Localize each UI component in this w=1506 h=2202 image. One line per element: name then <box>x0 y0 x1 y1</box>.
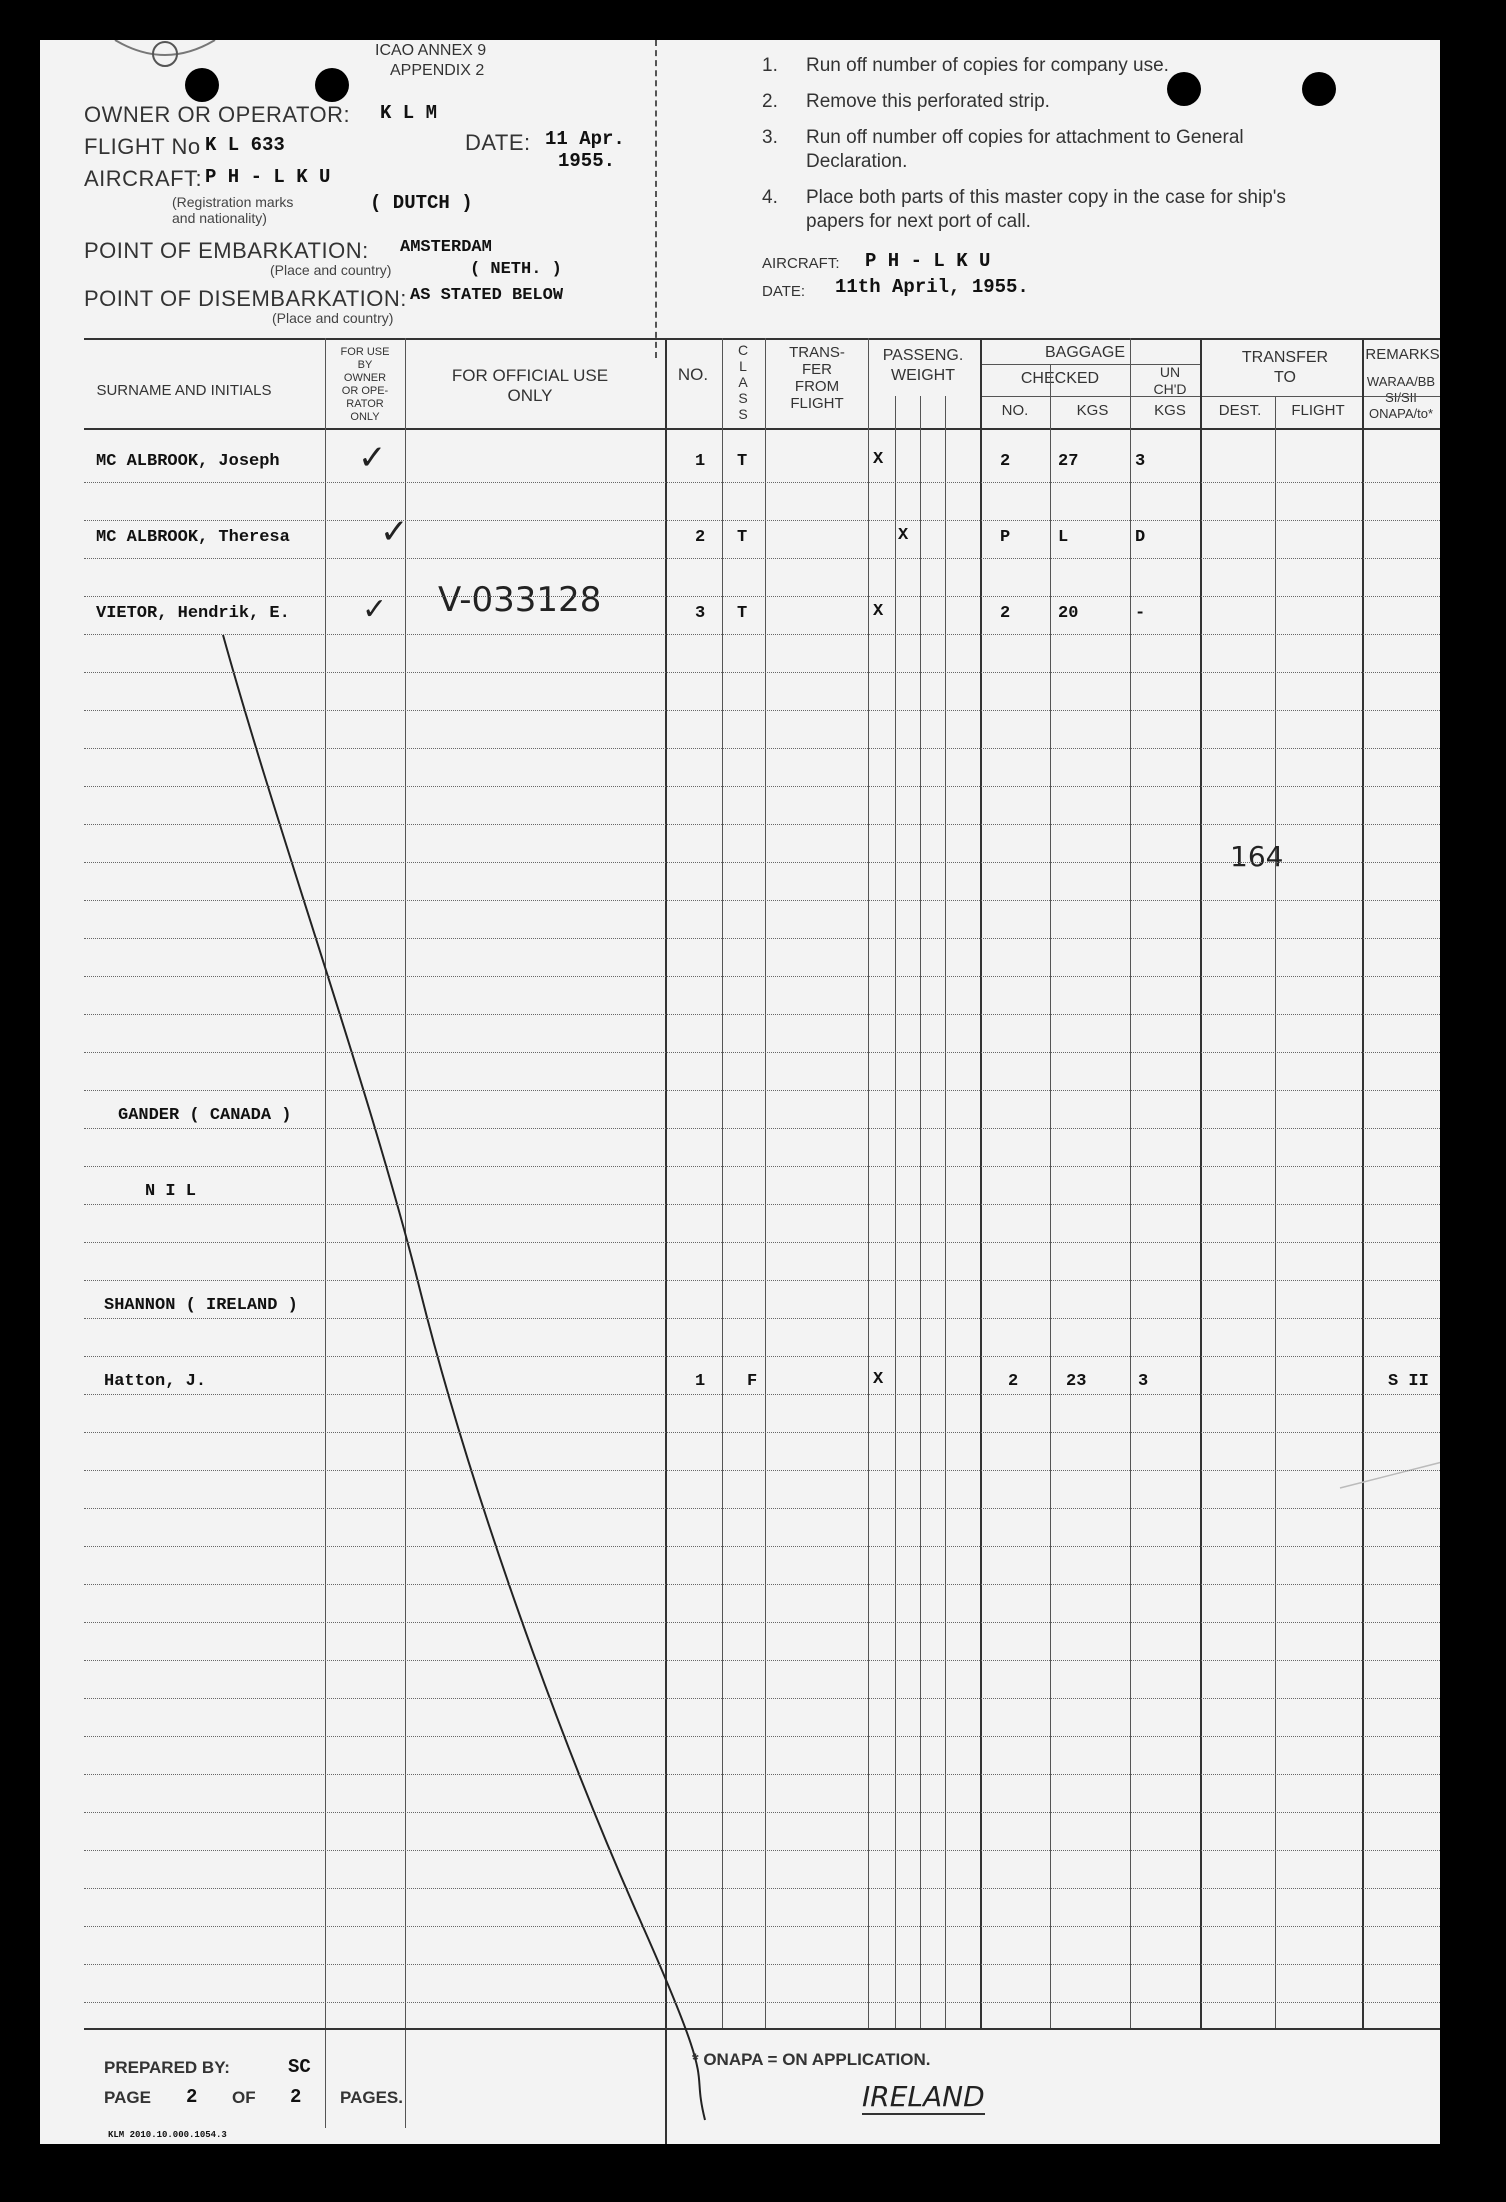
row-bag-kgs: L <box>1058 528 1069 547</box>
row-weight-mark: X <box>873 602 884 621</box>
row-class: T <box>737 604 748 623</box>
col-remarks-sub: WARAA/BB SI/SII ONAPA/to* <box>1366 374 1436 421</box>
embark-value: AMSTERDAM <box>400 238 492 257</box>
embark-label: POINT OF EMBARKATION: <box>84 238 369 263</box>
right-date-value: 11th April, 1955. <box>835 276 1029 298</box>
row-bag-no: P <box>1000 528 1011 547</box>
date-year: 1955. <box>558 150 616 172</box>
col-remarks: REMARKS <box>1365 346 1440 363</box>
row-rule <box>84 710 1440 711</box>
handwritten-ireland: IRELAND <box>862 2080 985 2113</box>
right-date-label: DATE: <box>762 283 806 300</box>
row-rule <box>84 1888 1440 1889</box>
section-shannon: SHANNON ( IRELAND ) <box>104 1296 298 1315</box>
embark-note: (Place and country) <box>270 262 392 278</box>
row-rule <box>84 1736 1440 1737</box>
aircraft-label: AIRCRAFT: <box>84 166 203 191</box>
row-no: 1 <box>695 452 706 471</box>
row-rule <box>84 1090 1440 1091</box>
row-no: 3 <box>695 604 706 623</box>
col-unchd-kgs: KGS <box>1154 402 1186 419</box>
row-rule <box>84 520 1440 521</box>
right-aircraft-value: P H - L K U <box>865 250 991 272</box>
row-no: 1 <box>695 1372 706 1391</box>
col-unchd: UN CH'D <box>1153 364 1187 397</box>
check-mark: ✓ <box>362 592 388 627</box>
row-rule <box>84 1432 1440 1433</box>
col-owner-use: FOR USE BY OWNER OR OPE- RATOR ONLY <box>340 346 390 423</box>
col-class: C L A S S <box>737 342 749 422</box>
col-checked-no: NO. <box>1001 402 1029 419</box>
row-class: T <box>737 528 748 547</box>
row-bag-kgs: 23 <box>1066 1372 1087 1391</box>
pages-label: PAGES. <box>340 2088 403 2107</box>
row-rule <box>84 1546 1440 1547</box>
row-rule <box>84 1394 1440 1395</box>
row-rule <box>84 482 1440 483</box>
col-no: NO. <box>677 365 709 384</box>
col-checked: CHECKED <box>1020 370 1100 387</box>
row-bag-no: 2 <box>1000 452 1011 471</box>
of-label: OF <box>232 2088 256 2107</box>
manifest-sheet <box>40 40 1440 2144</box>
row-unchd: D <box>1135 528 1146 547</box>
row-rule <box>84 786 1440 787</box>
row-weight-mark: X <box>898 526 909 545</box>
row-bag-no: 2 <box>1008 1372 1019 1391</box>
row-rule <box>84 1204 1440 1205</box>
row-rule <box>84 1242 1440 1243</box>
row-no: 2 <box>695 528 706 547</box>
row-rule <box>84 1584 1440 1585</box>
row-rule <box>84 1470 1440 1471</box>
row-rule <box>84 1014 1440 1015</box>
owner-value: K L M <box>380 102 438 124</box>
row-rule <box>84 1964 1440 1965</box>
prepared-value: SC <box>288 2056 311 2078</box>
row-rule <box>84 1698 1440 1699</box>
passenger-name: VIETOR, Hendrik, E. <box>96 604 290 623</box>
row-rule <box>84 900 1440 901</box>
form-code: KLM 2010.10.000.1054.3 <box>108 2130 227 2140</box>
page-label: PAGE <box>104 2088 151 2107</box>
passenger-name: Hatton, J. <box>104 1372 207 1391</box>
icao-annex: ICAO ANNEX 9 <box>375 42 487 59</box>
aircraft-value: P H - L K U <box>205 166 331 188</box>
prepared-label: PREPARED BY: <box>104 2058 230 2077</box>
section-gander: GANDER ( CANADA ) <box>118 1106 292 1125</box>
page-value: 2 <box>186 2086 198 2108</box>
row-rule <box>84 976 1440 977</box>
row-rule <box>84 938 1440 939</box>
row-class: F <box>747 1372 758 1391</box>
row-rule <box>84 1850 1440 1851</box>
owner-label: OWNER OR OPERATOR: <box>84 102 351 127</box>
row-rule <box>84 596 1440 597</box>
date-value: 11 Apr. <box>545 128 625 150</box>
disembark-label: POINT OF DISEMBARKATION: <box>84 286 407 311</box>
row-rule <box>84 824 1440 825</box>
flight-value: K L 633 <box>205 134 285 156</box>
icao-appendix: APPENDIX 2 <box>390 62 485 79</box>
row-unchd: - <box>1135 604 1146 623</box>
row-rule <box>84 1280 1440 1281</box>
check-mark: ✓ <box>380 512 409 552</box>
right-aircraft-label: AIRCRAFT: <box>762 255 840 272</box>
row-bag-kgs: 27 <box>1058 452 1079 471</box>
diagonal-pen-stroke <box>40 40 1440 2144</box>
col-baggage: BAGGAGE <box>1044 344 1126 361</box>
gander-value: N I L <box>145 1182 197 1201</box>
official-code: V-033128 <box>438 580 602 620</box>
passenger-name: MC ALBROOK, Theresa <box>96 528 290 547</box>
col-flight: FLIGHT <box>1291 402 1345 419</box>
disembark-value: AS STATED BELOW <box>410 286 564 305</box>
row-rule <box>84 748 1440 749</box>
row-class: T <box>737 452 748 471</box>
row-rule <box>84 634 1440 635</box>
row-weight-mark: X <box>873 450 884 469</box>
row-rule <box>84 1622 1440 1623</box>
date-label: DATE: <box>465 130 531 155</box>
col-dest: DEST. <box>1218 402 1262 419</box>
row-rule <box>84 1926 1440 1927</box>
flight-label: FLIGHT No <box>84 134 201 159</box>
row-rule <box>84 558 1440 559</box>
col-transfer-to: TRANSFER TO <box>1241 349 1329 386</box>
row-remarks: S II <box>1388 1372 1429 1391</box>
handwritten-note: 164 <box>1230 840 1284 873</box>
disembark-note: (Place and country) <box>272 310 394 326</box>
row-rule <box>84 1356 1440 1357</box>
row-rule <box>84 1812 1440 1813</box>
passenger-name: MC ALBROOK, Joseph <box>96 452 280 471</box>
row-unchd: 3 <box>1135 452 1146 471</box>
row-rule <box>84 1660 1440 1661</box>
row-rule <box>84 1052 1440 1053</box>
nationality-value: ( DUTCH ) <box>370 192 473 214</box>
reg-note-1: (Registration marks <box>172 194 294 210</box>
col-official: FOR OFFICIAL USE ONLY <box>451 366 609 405</box>
row-bag-no: 2 <box>1000 604 1011 623</box>
row-rule <box>84 672 1440 673</box>
onapa-note: * ONAPA = ON APPLICATION. <box>692 2050 931 2069</box>
check-mark: ✓ <box>358 438 387 478</box>
row-unchd: 3 <box>1138 1372 1149 1391</box>
embark-country: ( NETH. ) <box>470 260 562 279</box>
row-rule <box>84 1508 1440 1509</box>
row-rule <box>84 862 1440 863</box>
reg-note-2: and nationality) <box>172 210 267 226</box>
col-surname: SURNAME AND INITIALS <box>96 382 272 399</box>
col-passeng-weight: PASSENG. WEIGHT <box>882 347 964 384</box>
col-checked-kgs: KGS <box>1076 402 1109 419</box>
row-rule <box>84 1166 1440 1167</box>
row-rule <box>84 1128 1440 1129</box>
instructions: 1. Run off number of copies for company use. 2. Remove this perforated strip. 3. Run off number off copies for attachment to General Declaration. 4. Place both parts of this master copy in the case for ship's papers for next port of call. <box>762 55 1286 232</box>
row-rule <box>84 1318 1440 1319</box>
row-rule <box>84 2002 1440 2003</box>
row-bag-kgs: 20 <box>1058 604 1079 623</box>
col-transfer-from: TRANS- FER FROM FLIGHT <box>789 344 845 412</box>
row-weight-mark: X <box>873 1370 884 1389</box>
row-rule <box>84 1774 1440 1775</box>
of-value: 2 <box>290 2086 302 2108</box>
